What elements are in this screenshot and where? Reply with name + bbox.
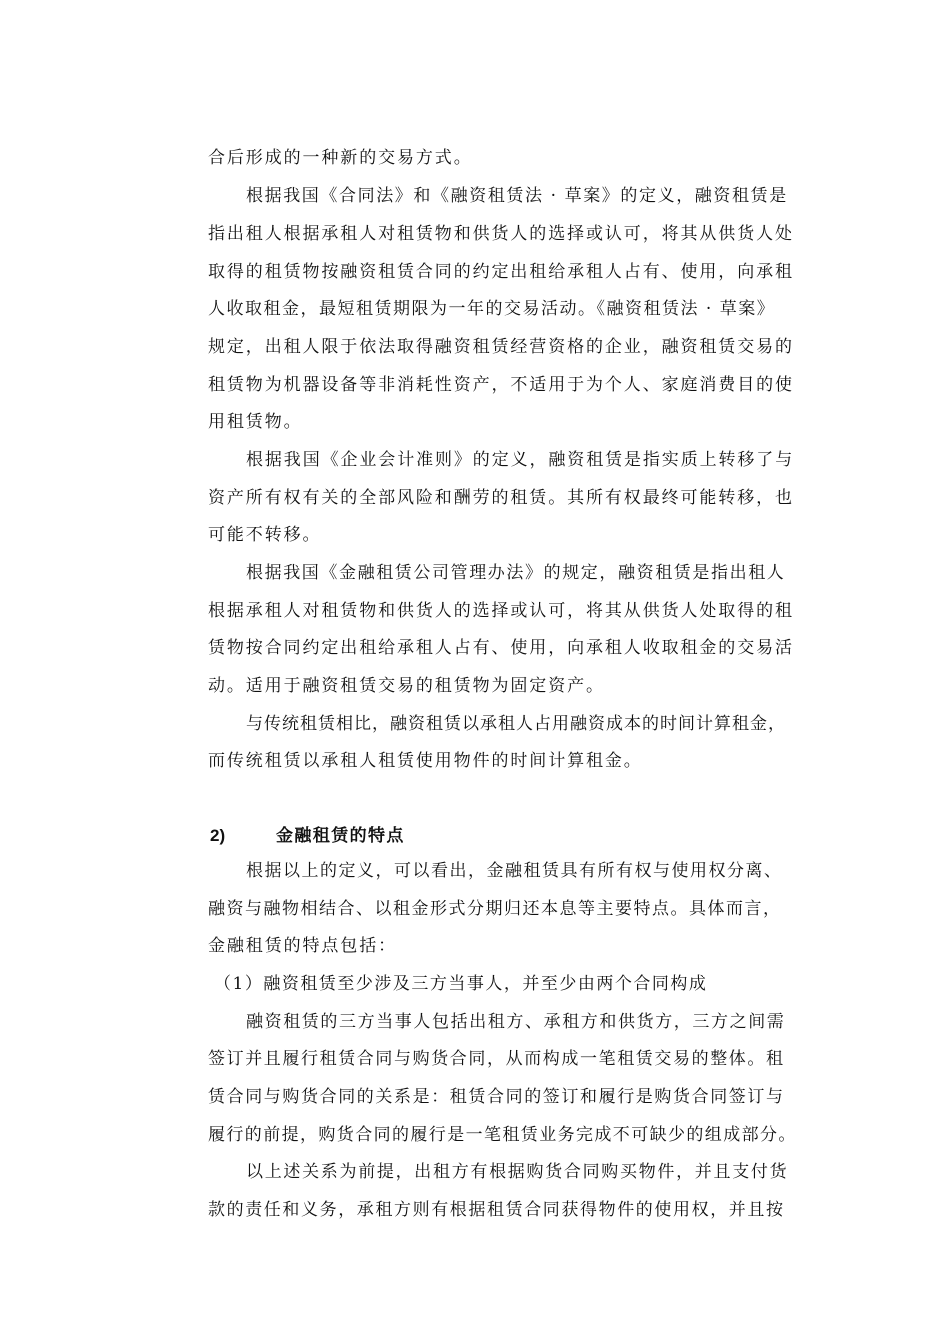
paragraph-line: 指出租人根据承租人对租赁物和供货人的选择或认可，将其从供货人处 — [208, 224, 794, 244]
paragraph-line: 根据承租人对租赁物和供货人的选择或认可，将其从供货人处取得的租 — [208, 601, 794, 621]
paragraph-line: 租赁物为机器设备等非消耗性资产，不适用于为个人、家庭消费目的使 — [208, 375, 794, 395]
paragraph-line: 用租赁物。 — [208, 412, 303, 432]
paragraph-line: 签订并且履行租赁合同与购货合同，从而构成一笔租赁交易的整体。租 — [208, 1049, 785, 1069]
paragraph-line: 人收取租金，最短租赁期限为一年的交易活动。《融资租赁法 · 草案》 — [208, 299, 776, 319]
paragraph-line: 赁物按合同约定出租给承租人占有、使用，向承租人收取租金的交易活 — [208, 638, 794, 658]
paragraph-line: 金融租赁的特点包括： — [208, 936, 397, 956]
paragraph-line: 款的责任和义务，承租方则有根据租赁合同获得物件的使用权，并且按 — [208, 1200, 785, 1220]
paragraph-line: 合后形成的一种新的交易方式。 — [208, 148, 473, 168]
paragraph-line: 融资租赁的三方当事人包括出租方、承租方和供货方，三方之间需 — [246, 1012, 786, 1032]
paragraph-line: 规定，出租人限于依法取得融资租赁经营资格的企业，融资租赁交易的 — [208, 337, 794, 357]
paragraph-line: 根据我国《合同法》和《融资租赁法 · 草案》的定义，融资租赁是 — [246, 186, 788, 206]
list-item-heading: （1）融资租赁至少涉及三方当事人，并至少由两个合同构成 — [214, 974, 708, 994]
paragraph-line: 与传统租赁相比，融资租赁以承租人占用融资成本的时间计算租金， — [246, 714, 786, 734]
paragraph-line: 根据我国《企业会计准则》的定义，融资租赁是指实质上转移了与 — [246, 450, 795, 470]
paragraph-line: 动。适用于融资租赁交易的租赁物为固定资产。 — [208, 676, 605, 696]
paragraph-line: 履行的前提，购货合同的履行是一笔租赁业务完成不可缺少的组成部分。 — [208, 1125, 797, 1145]
paragraph-line: 可能不转移。 — [208, 525, 322, 545]
paragraph-line: 融资与融物相结合、以租金形式分期归还本息等主要特点。具体而言， — [208, 899, 782, 919]
section-heading — [210, 824, 405, 848]
paragraph-line: 资产所有权有关的全部风险和酬劳的租赁。其所有权最终可能转移，也 — [208, 488, 794, 508]
paragraph-line: 根据以上的定义，可以看出，金融租赁具有所有权与使用权分离、 — [246, 861, 783, 881]
paragraph-line: 赁合同与购货合同的关系是：租赁合同的签订和履行是购货合同签订与 — [208, 1087, 785, 1107]
paragraph-line: 取得的租赁物按融资租赁合同的约定出租给承租人占有、使用，向承租 — [208, 262, 794, 282]
section-number: 2) — [210, 826, 226, 845]
section-title: 金融租赁的特点 — [276, 826, 405, 846]
paragraph-line: 而传统租赁以承租人租赁使用物件的时间计算租金。 — [208, 751, 643, 771]
paragraph-line: 以上述关系为前提，出租方有根据购货合同购买物件，并且支付货 — [246, 1162, 789, 1182]
paragraph-line: 根据我国《金融租赁公司管理办法》的规定，融资租赁是指出租人 — [246, 563, 786, 583]
